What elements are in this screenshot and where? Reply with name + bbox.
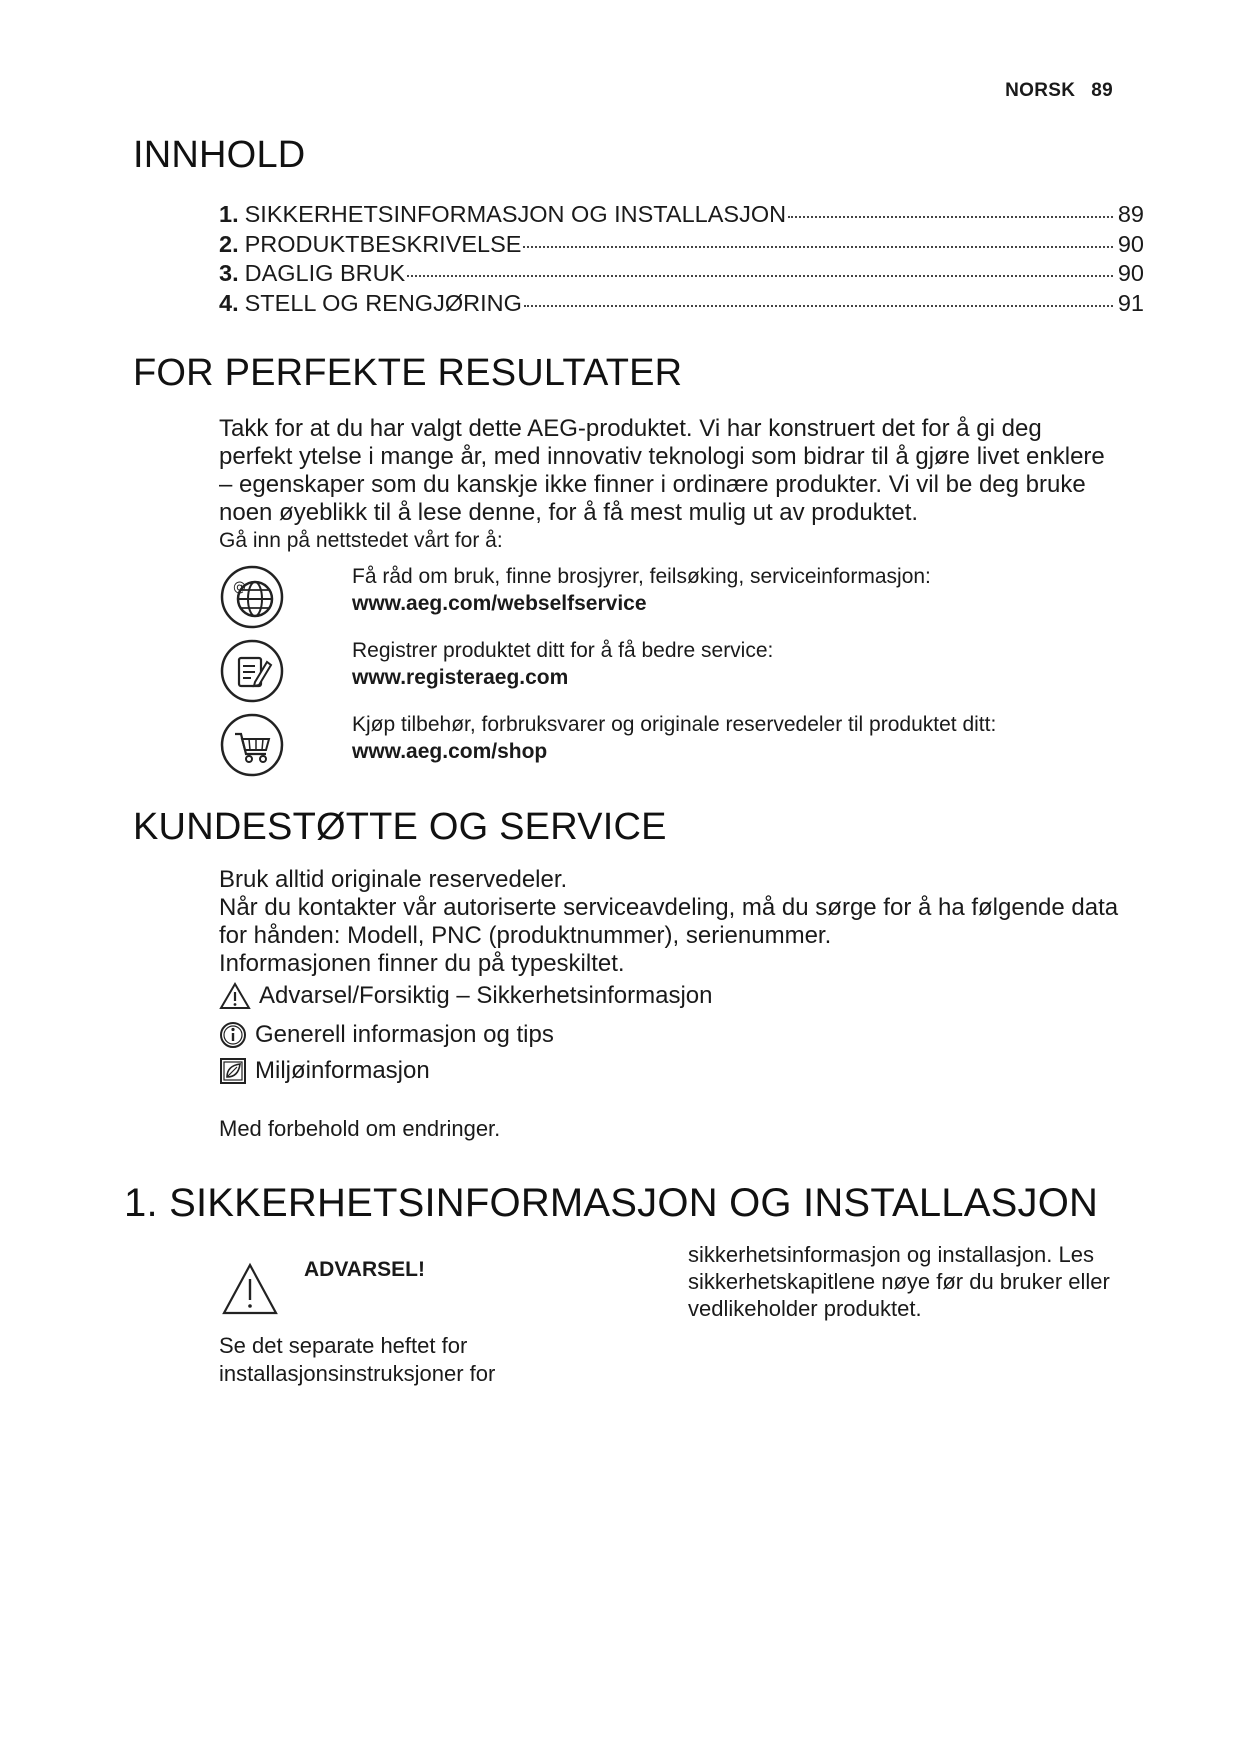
- link-description: Kjøp tilbehør, forbruksvarer og originale reservedeler til produktet ditt:: [352, 713, 997, 736]
- info-icon: [219, 1021, 247, 1049]
- register-icon: [219, 638, 285, 704]
- header-language: NORSK: [1005, 80, 1076, 101]
- support-text: [219, 866, 1119, 978]
- toc-item-page: 89: [1117, 201, 1144, 227]
- legend-label: Generell informasjon og tips: [255, 1021, 554, 1048]
- toc-title: INNHOLD: [133, 134, 306, 176]
- toc-item-number: 2.: [219, 230, 239, 257]
- globe-icon: [219, 564, 285, 630]
- toc-item-label: PRODUKTBESKRIVELSE: [244, 230, 522, 257]
- support-line: Bruk alltid originale reservedeler.: [219, 866, 568, 893]
- shop-link[interactable]: www.aeg.com/shop: [352, 740, 548, 763]
- disclaimer-note: Med forbehold om endringer.: [219, 1116, 501, 1141]
- toc-item-label: STELL OG RENGJØRING: [244, 289, 522, 316]
- legend-environment: [219, 1056, 430, 1086]
- toc-item-number: 3.: [219, 260, 239, 286]
- perfect-results-title: FOR PERFEKTE RESULTATER: [133, 352, 683, 394]
- support-title: KUNDESTØTTE OG SERVICE: [133, 806, 667, 848]
- toc-item-page: 90: [1117, 260, 1144, 286]
- toc-leader-dots: [407, 275, 1113, 277]
- support-line: Når du kontakter vår autoriserte serviceavdeling, må du sørge for å ha følgende data for hånden: Modell, PNC (produktnummer), serienummer.: [219, 894, 1119, 949]
- link-row-register: [219, 638, 1119, 708]
- toc-item-page: 91: [1117, 289, 1144, 316]
- warning-triangle-icon: [221, 1262, 279, 1316]
- safety-text-left: Se det separate heftet for installasjonsinstruksjoner for: [219, 1333, 496, 1386]
- perfect-results-intro: Takk for at du har valgt dette AEG-produktet. Vi har konstruert det for å gi deg perfekt ytelse i mange år, med innovativ teknologi som bidrar til å gjøre livet enklere – egenskaper som du kanskje ikke finner i ordinære produkter. Vi vil be deg bruke noen øyeblikk til å lese denne, for å få mest mulig ut av produktet.: [219, 415, 1105, 526]
- environment-icon: [219, 1057, 247, 1085]
- toc-item-label: SIKKERHETSINFORMASJON OG INSTALLASJON: [244, 201, 787, 227]
- safety-section-title: 1. SIKKERHETSINFORMASJON OG INSTALLASJON: [124, 1181, 1099, 1225]
- page-number: 89: [1091, 80, 1113, 101]
- website-prompt: Gå inn på nettstedet vårt for å:: [219, 529, 503, 552]
- legend-info: [219, 1020, 554, 1050]
- warning-label: ADVARSEL!: [304, 1258, 425, 1281]
- support-line: Informasjonen finner du på typeskiltet.: [219, 950, 625, 977]
- safety-text-right: sikkerhetsinformasjon og installasjon. Les sikkerhetskapitlene nøye før du bruker eller vedlikeholder produktet.: [688, 1242, 1110, 1321]
- toc-item[interactable]: [219, 259, 1144, 289]
- toc-item-page: 90: [1117, 230, 1144, 257]
- toc-leader-dots: [788, 216, 1113, 218]
- warning-box: [219, 1258, 459, 1322]
- page-header: [1005, 80, 1113, 102]
- link-row-webselfservice: [219, 564, 1119, 634]
- legend-warning: [219, 981, 713, 1011]
- legend-label: Miljøinformasjon: [255, 1057, 430, 1084]
- toc-item[interactable]: [219, 289, 1144, 319]
- svg-text:@: @: [233, 580, 246, 595]
- toc-item[interactable]: [219, 230, 1144, 260]
- toc-item[interactable]: [219, 200, 1144, 230]
- register-link[interactable]: www.registeraeg.com: [352, 666, 569, 689]
- link-description: Få råd om bruk, finne brosjyrer, feilsøking, serviceinformasjon:: [352, 565, 931, 588]
- toc-leader-dots: [524, 305, 1113, 307]
- toc-leader-dots: [523, 246, 1112, 248]
- link-description: Registrer produktet ditt for å få bedre service:: [352, 639, 774, 662]
- cart-icon: [219, 712, 285, 778]
- link-row-shop: [219, 712, 1119, 782]
- webselfservice-link[interactable]: www.aeg.com/webselfservice: [352, 592, 647, 615]
- legend-label: Advarsel/Forsiktig – Sikkerhetsinformasjon: [259, 982, 713, 1009]
- toc-item-number: 4.: [219, 289, 239, 316]
- toc-item-label: DAGLIG BRUK: [244, 260, 406, 286]
- warning-icon: [219, 982, 251, 1010]
- table-of-contents: [219, 200, 1144, 318]
- toc-item-number: 1.: [219, 201, 239, 227]
